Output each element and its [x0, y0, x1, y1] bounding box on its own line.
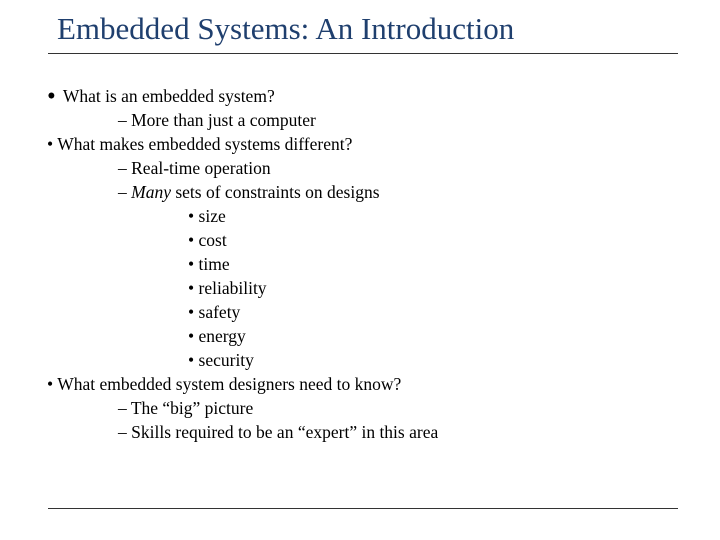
sub-point	[118, 109, 316, 131]
bullet-point	[47, 373, 401, 395]
sub-point-text: More than just a computer	[131, 110, 316, 130]
constraint-item	[188, 349, 254, 371]
constraint-text: energy	[198, 326, 246, 346]
bullet-icon: •	[188, 326, 195, 346]
bullet-icon: •	[188, 230, 195, 250]
constraint-text: security	[198, 350, 254, 370]
dash-icon: –	[118, 110, 127, 130]
sub-point	[118, 181, 380, 203]
constraint-item	[188, 205, 226, 227]
title-divider	[48, 53, 678, 54]
emphasis-text: Many	[131, 182, 171, 202]
bullet-text: What is an embedded system?	[62, 86, 275, 106]
bullet-icon: •	[47, 83, 56, 110]
sub-point-text: sets of constraints on designs	[170, 182, 380, 202]
sub-point-text: Real-time operation	[131, 158, 271, 178]
constraint-item	[188, 253, 230, 275]
dash-icon: –	[118, 422, 127, 442]
dash-icon: –	[118, 158, 127, 178]
bullet-point	[47, 85, 275, 108]
constraint-text: cost	[198, 230, 227, 250]
sub-point-text: Skills required to be an “expert” in this area	[131, 422, 439, 442]
dash-icon: –	[118, 182, 127, 202]
bullet-icon: •	[188, 278, 195, 298]
constraint-text: reliability	[198, 278, 267, 298]
sub-point	[118, 421, 438, 443]
constraint-item	[188, 277, 267, 299]
constraint-text: safety	[198, 302, 241, 322]
sub-point	[118, 397, 253, 419]
bullet-icon: •	[47, 374, 54, 394]
bullet-icon: •	[188, 254, 195, 274]
footer-divider	[48, 508, 678, 509]
dash-icon: –	[118, 398, 127, 418]
constraint-item	[188, 325, 246, 347]
bullet-icon: •	[188, 302, 195, 322]
constraint-text: time	[198, 254, 230, 274]
constraint-item	[188, 229, 227, 251]
bullet-icon: •	[47, 134, 54, 154]
sub-point	[118, 157, 271, 179]
bullet-text: What embedded system designers need to know?	[57, 374, 402, 394]
constraint-item	[188, 301, 240, 323]
bullet-icon: •	[188, 206, 195, 226]
sub-point-text: The “big” picture	[130, 398, 254, 418]
bullet-point	[47, 133, 352, 155]
bullet-text: What makes embedded systems different?	[57, 134, 353, 154]
constraint-text: size	[198, 206, 226, 226]
bullet-icon: •	[188, 350, 195, 370]
slide-title: Embedded Systems: An Introduction	[57, 11, 515, 46]
